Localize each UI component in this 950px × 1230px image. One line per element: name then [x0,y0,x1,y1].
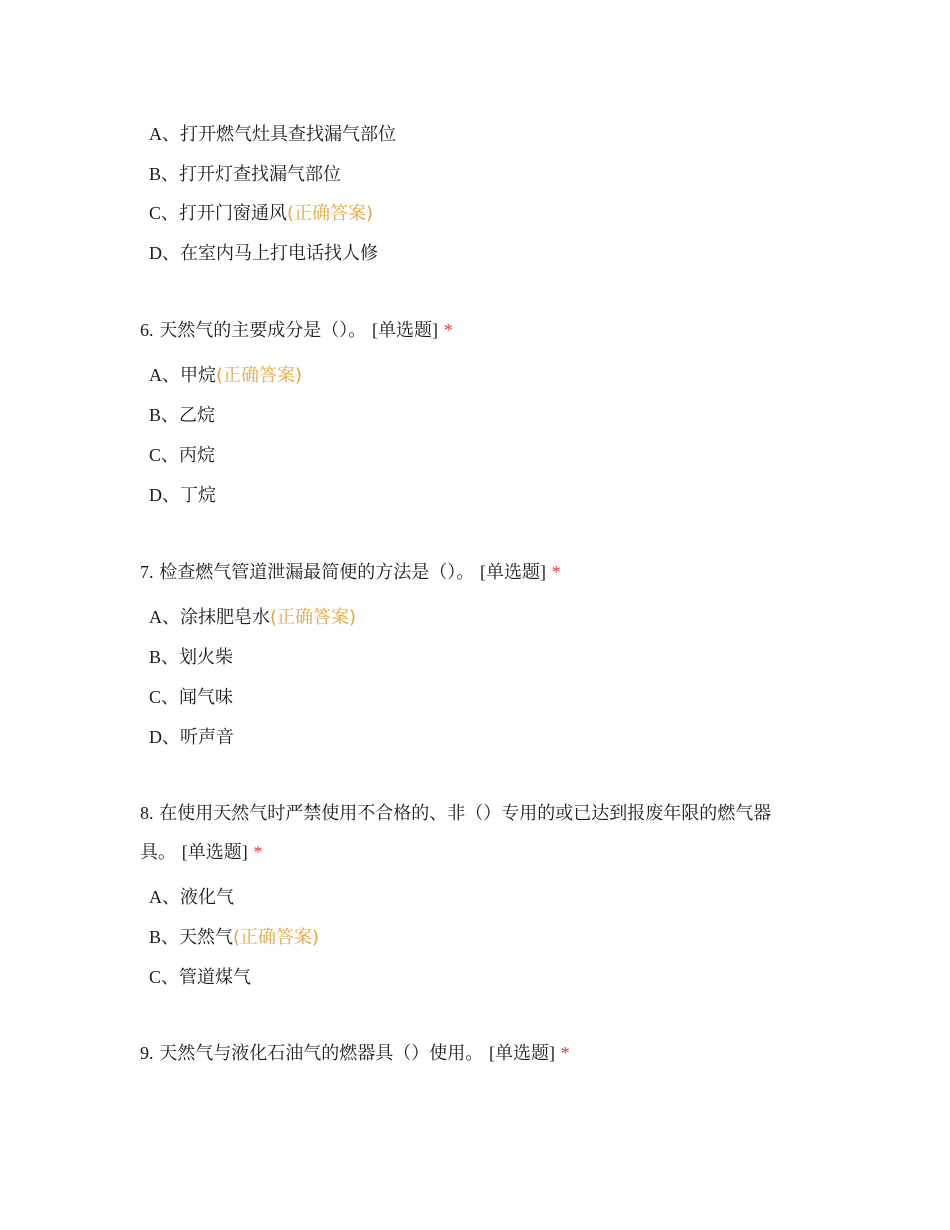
option-letter: D、 [149,243,180,263]
q5-option-c [149,201,373,226]
question-type: [单选题] [479,562,546,582]
option-letter: A、 [149,365,180,385]
option-letter: B、 [149,164,180,184]
q8-option-a [149,885,234,910]
correct-answer-tag: (正确答案) [270,607,357,628]
option-letter: B、 [149,405,180,425]
option-text: 乙烷 [179,405,216,426]
option-text: 闻气味 [179,687,234,708]
required-marker: * [551,562,561,582]
question-text: 天然气的主要成分是（）。 [159,320,367,341]
question-text: 天然气与液化石油气的燃器具（）使用。 [159,1043,484,1064]
option-text: 听声音 [180,727,234,748]
option-text: 丁烷 [180,485,216,506]
option-text: 在室内马上打电话找人修 [180,243,378,264]
question-type: [单选题] [181,842,248,862]
option-text: 打开燃气灶具查找漏气部位 [180,124,396,145]
correct-answer-tag: (正确答案) [233,927,320,948]
option-letter: B、 [149,927,180,947]
q5-option-a [149,122,396,147]
q6-option-a [149,363,302,388]
option-text: 甲烷 [180,365,216,386]
q8-option-c [149,965,251,990]
option-letter: A、 [149,607,180,627]
option-text: 管道煤气 [179,967,252,988]
option-letter: B、 [149,647,180,667]
option-text: 丙烷 [179,445,216,466]
option-letter: D、 [149,485,180,505]
option-letter: C、 [149,687,180,707]
question-text: 检查燃气管道泄漏最简便的方法是（）。 [159,562,475,583]
correct-answer-tag: (正确答案) [287,203,374,224]
question-number: 7. [140,562,154,582]
q7-option-c [149,685,233,710]
question-8-title [140,794,800,872]
option-text: 划火柴 [179,647,234,668]
q7-option-a [149,605,356,630]
q6-option-c [149,443,215,468]
option-letter: D、 [149,727,180,747]
option-letter: A、 [149,887,180,907]
q7-option-d [149,725,234,750]
option-letter: A、 [149,124,180,144]
option-text: 天然气 [179,927,234,948]
option-letter: C、 [149,203,180,223]
question-number: 8. [140,803,154,823]
option-text: 液化气 [180,887,234,908]
question-number: 9. [140,1043,154,1063]
option-letter: C、 [149,967,180,987]
option-text: 打开门窗通风 [179,203,288,224]
correct-answer-tag: (正确答案) [216,365,303,386]
option-text: 涂抹肥皂水 [180,607,270,628]
q5-option-d [149,241,378,266]
question-type: [单选题] [488,1043,555,1063]
q6-option-b [149,403,215,428]
question-number: 6. [140,320,154,340]
required-marker: * [253,842,263,862]
question-7-title [140,553,820,592]
q6-option-d [149,483,216,508]
option-letter: C、 [149,445,180,465]
question-type: [单选题] [371,320,438,340]
required-marker: * [560,1043,570,1063]
question-9-title [140,1034,820,1073]
question-6-title [140,311,820,350]
q5-option-b [149,162,341,187]
q8-option-b [149,925,319,950]
question-text: 在使用天然气时严禁使用不合格的、非（）专用的或已达到报废年限的燃气器具。 [140,803,772,863]
q7-option-b [149,645,233,670]
option-text: 打开灯查找漏气部位 [179,164,342,185]
required-marker: * [443,320,453,340]
